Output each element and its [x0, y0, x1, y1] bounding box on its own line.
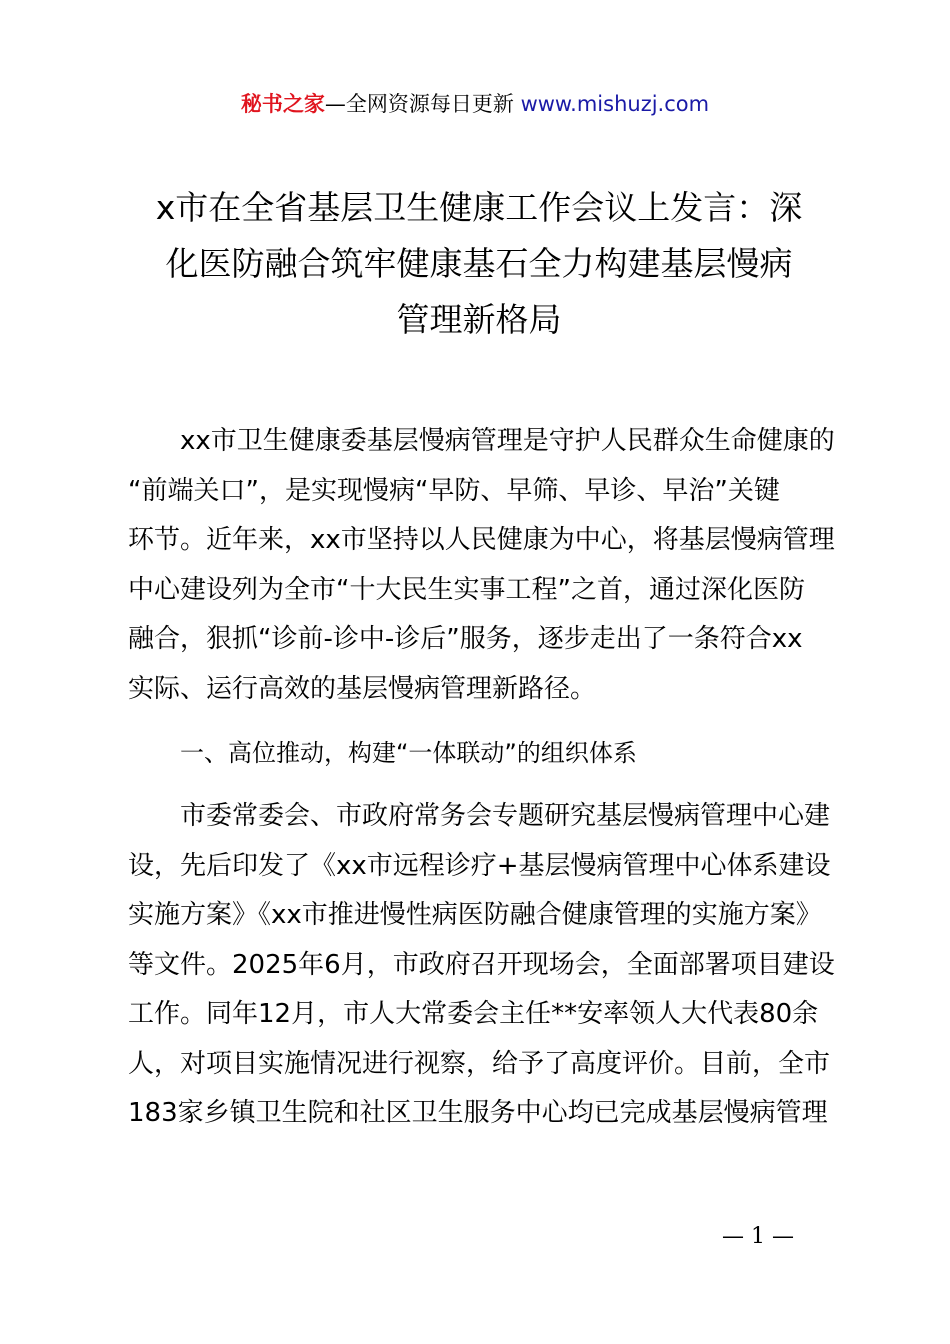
title-line: 化医防融合筑牢健康基石全力构建基层慢病 — [165, 244, 793, 283]
title-line: x市在全省基层卫生健康工作会议上发言：深 — [155, 188, 803, 227]
intro-paragraph — [128, 417, 836, 714]
brand-name: 秘书之家 — [240, 92, 325, 116]
paragraph-line: 融合，狠抓“诊前-诊中-诊后”服务，逐步走出了一条符合xx — [128, 624, 803, 654]
paragraph-line: 中心建设列为全市“十大民生实事工程”之首，通过深化医防 — [128, 574, 805, 605]
section-heading: 一、高位推动，构建“一体联动”的组织体系 — [180, 739, 637, 767]
paragraph-line: 等文件。2025年6月，市政府召开现场会，全面部署项目建设 — [128, 949, 835, 980]
paragraph-line: 人，对项目实施情况进行视察，给予了高度评价。目前，全市 — [128, 1048, 831, 1079]
paragraph-line: 设，先后印发了《xx市远程诊疗+基层慢病管理中心体系建设 — [128, 850, 831, 881]
page-number: — 1 — — [722, 1224, 794, 1249]
paragraph-line: 183家乡镇卫生院和社区卫生服务中心均已完成基层慢病管理 — [128, 1098, 828, 1128]
paragraph-line: 实际、运行高效的基层慢病管理新路径。 — [128, 673, 597, 704]
paragraph-line: xx市卫生健康委基层慢病管理是守护人民群众生命健康的 — [180, 426, 835, 456]
paragraph-line: 环节。近年来，xx市坚持以人民健康为中心，将基层慢病管理 — [128, 525, 835, 555]
paragraph-line: “前端关口”，是实现慢病“早防、早筛、早诊、早治”关键 — [128, 475, 780, 506]
paragraph-line: 实施方案》《xx市推进慢性病医防融合健康管理的实施方案》 — [128, 900, 822, 930]
site-header — [0, 88, 950, 120]
paragraph-line: 工作。同年12月，市人大常委会主任**安率领人大代表80余 — [128, 999, 819, 1029]
document-title — [128, 180, 830, 348]
section-paragraph — [128, 792, 836, 1139]
header-tagline: —全网资源每日更新 — [324, 92, 514, 116]
paragraph-line: 市委常委会、市政府常务会专题研究基层慢病管理中心建 — [180, 801, 831, 831]
title-line: 管理新格局 — [396, 300, 562, 339]
website-link[interactable]: www.mishuzj.com — [520, 92, 710, 116]
